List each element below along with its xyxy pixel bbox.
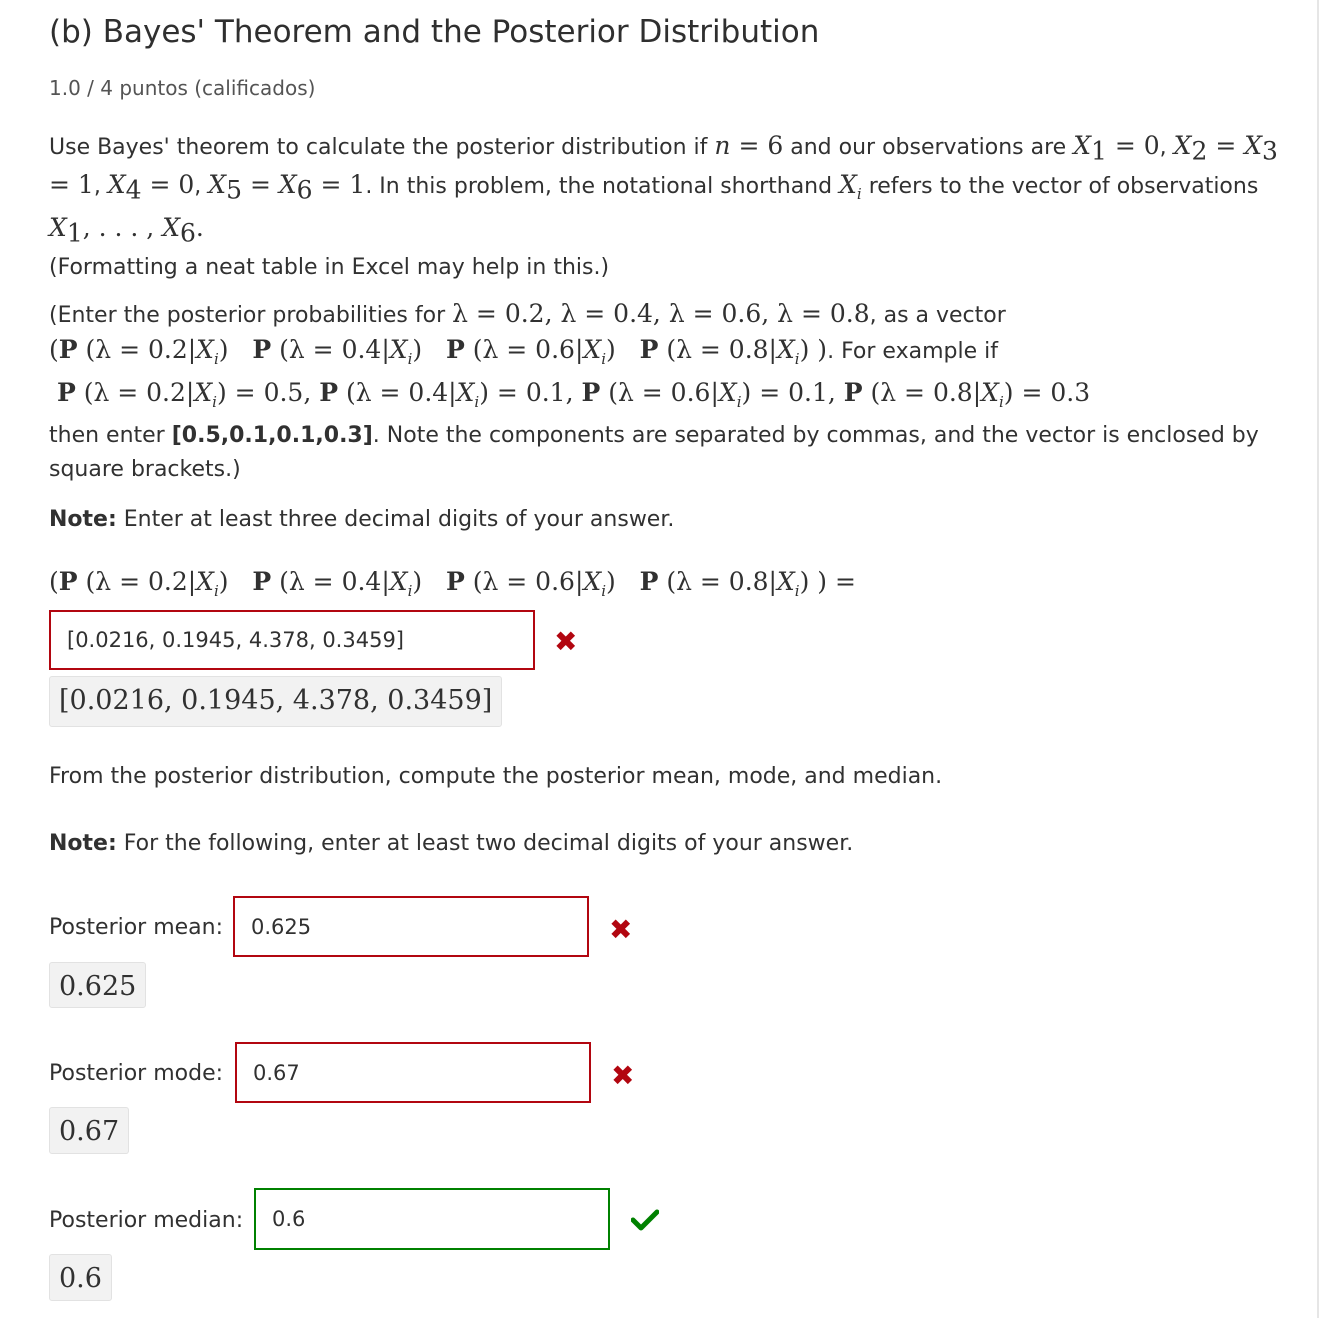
- instr-text-2: , as a vector: [869, 303, 1006, 328]
- posterior-median-label: Posterior median:: [49, 1208, 244, 1233]
- page-scrollbar-edge: [1317, 0, 1319, 1318]
- intro-text-3: . In this problem, the notational shorthand: [365, 174, 840, 200]
- intro-text-5: (Formatting a neat table in Excel may help in this.): [49, 254, 610, 280]
- math-xi: $X_i$: [839, 170, 862, 204]
- vector-equation-label: (P $(\lambda = 0.2|X_i)$ P $(\lambda = 0.4|X_i)$ P $(\lambda = 0.6|X_i)$ P $(\lambda = 0.8|X_i)$ ) =: [49, 567, 856, 600]
- instr-text-4: then enter: [49, 423, 172, 448]
- math-x1: X: [1073, 131, 1092, 160]
- instr-text-5: . Note the components are separated by commas, and the vector is enclosed by square brackets.): [49, 423, 1259, 482]
- math-vector-template: (P $(\lambda = 0.2|X_i)$ P $(\lambda = 0.4|X_i)$ P $(\lambda = 0.6|X_i)$ P $(\lambda = 0.8|X_i)$ ): [49, 335, 828, 368]
- note-text: For the following, enter at least two decimal digits of your answer.: [116, 831, 854, 856]
- cross-icon: ✖: [611, 1059, 635, 1092]
- problem-grade: 1.0 / 4 puntos (calificados): [49, 76, 316, 100]
- part2-paragraph: From the posterior distribution, compute the posterior mean, mode, and median.: [49, 764, 943, 789]
- posterior-mode-label: Posterior mode:: [49, 1061, 224, 1086]
- posterior-mode-preview: 0.67: [49, 1107, 129, 1154]
- intro-text-4: refers to the vector of observations: [861, 174, 1259, 200]
- posterior-median-preview: 0.6: [49, 1254, 112, 1301]
- check-icon: [631, 1209, 659, 1231]
- posterior-mean-preview: 0.625: [49, 962, 146, 1008]
- intro-text-2: and our observations are: [783, 135, 1074, 160]
- math-eq: = 6: [730, 131, 784, 160]
- intro-paragraph: Use Bayes' theorem to calculate the posterior distribution if n = 6 and our observations are $X_1 = 0$, $X_2 = X_3 = 1$, $X_4 = 0$, $X_5 = X_6 = 1$. In this problem, the notational shorthand $X_i$ refers to the vector of observations $X_1$, . . . , $X_6$. (Formatting a neat table in Excel may help in this.): [49, 131, 1278, 280]
- math-example: P $(\lambda = 0.2|X_i) = 0.5$, P $(\lambda = 0.4|X_i) = 0.1$, P $(\lambda = 0.6|X_i) = 0.1$, P $(\lambda = 0.8|X_i) = 0.3$: [56, 378, 1091, 411]
- vector-answer-input[interactable]: [49, 610, 535, 670]
- math-lambda-list: λ = 0.2, λ = 0.4, λ = 0.6, λ = 0.8: [452, 299, 870, 328]
- note-label: Note:: [49, 831, 117, 856]
- cross-icon: ✖: [609, 913, 633, 946]
- posterior-median-input[interactable]: [254, 1188, 610, 1250]
- example-vector: [0.5,0.1,0.1,0.3]: [171, 423, 373, 448]
- math-n: n: [714, 131, 731, 160]
- vector-answer-preview: [0.0216, 0.1945, 4.378, 0.3459]: [49, 676, 502, 727]
- math-x2: X: [1173, 131, 1192, 160]
- instr-text-3: . For example if: [827, 339, 998, 364]
- instructions-paragraph: [49, 297, 1289, 487]
- posterior-mean-input[interactable]: [233, 896, 589, 957]
- cross-icon: ✖: [554, 625, 578, 658]
- note-two-digits: [49, 827, 1289, 861]
- note-label: Note:: [49, 507, 117, 532]
- note-text: Enter at least three decimal digits of your answer.: [116, 507, 675, 532]
- posterior-mode-input[interactable]: [235, 1042, 591, 1103]
- note-three-digits: [49, 503, 1289, 537]
- intro-text-1: Use Bayes' theorem to calculate the posterior distribution if: [49, 135, 715, 160]
- posterior-mean-label: Posterior mean:: [49, 915, 224, 940]
- problem-title: (b) Bayes' Theorem and the Posterior Distribution: [49, 14, 820, 50]
- instr-text-1: (Enter the posterior probabilities for: [49, 303, 453, 328]
